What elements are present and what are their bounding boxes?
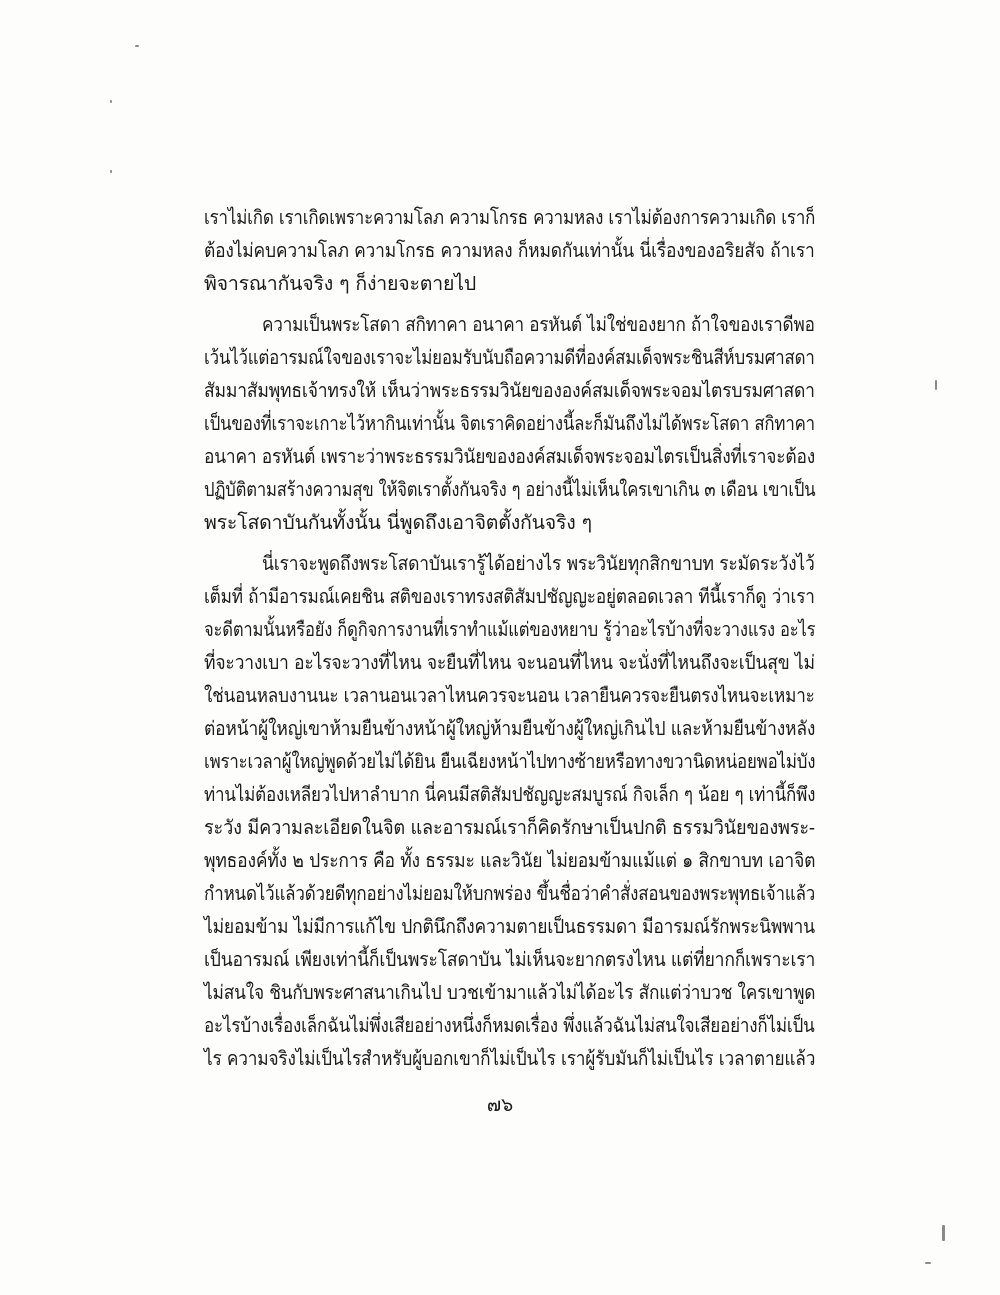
text-line: อะไรบ้างเรื่องเล็กฉันไม่พึ่งเสียอย่างหนึ่งก็หมดเรื่อง พึ่งแล้วฉันไม่สนใจเสียอย่างก็ไม่เป็น [204,1014,815,1037]
scan-speck [942,1225,945,1241]
text-line: พุทธองค์ทั้ง ๒ ประการ คือ ทั้ง ธรรมะ และวินัย ไม่ยอมข้ามแม้แต่ ๑ สิกขาบท เอาจิต [204,849,816,872]
text-line: ความเป็นพระโสดา สกิทาคา อนาคา อรหันต์ ไม่ใช่ของยาก ถ้าใจของเราดีพอ [262,313,815,336]
text-line: เพราะเวลาผู้ใหญ่พูดด้วยไม่ได้ยิน ยืนเฉียงหน้าไปทางซ้ายหรือทางขวานิดหน่อยพอไม่บัง [204,750,816,773]
text-line: สัมมาสัมพุทธเจ้าทรงให้ เห็นว่าพระธรรมวินัยขององค์สมเด็จพระจอมไตรบรมศาสดา [204,379,815,402]
text-line: ไร ความจริงไม่เป็นไรสำหรับผู้บอกเขาก็ไม่เป็นไร เราผู้รับมันก็ไม่เป็นไร เวลาตายแล้ว [204,1047,816,1070]
text-line: กำหนดไว้แล้วด้วยดีทุกอย่างไม่ยอมให้บกพร่อง ขึ้นชื่อว่าคำสั่งสอนของพระพุทธเจ้าแล้ว [204,882,816,905]
text-line: เต็มที่ ถ้ามีอารมณ์เคยชิน สติของเราทรงสติสัมปชัญญะอยู่ตลอดเวลา ทีนี้เราก็ดู ว่าเรา [204,585,815,608]
text-line: จะดีตามนั้นหรือยัง ก็ดูกิจการงานที่เราทำแม้แต่ของหยาบ รู้ว่าอะไรบ้างที่จะวางแรง อะไร [204,618,816,641]
scan-speck [110,170,112,173]
scan-speck [925,1262,931,1264]
text-line: พิจารณากันจริง ๆ ก็ง่ายจะตายไป [204,272,476,295]
text-line: ต้องไม่คบความโลภ ความโกรธ ความหลง ก็หมดกันเท่านั้น นี่เรื่องของอริยสัจ ถ้าเรา [204,239,815,262]
text-line: ระวัง มีความละเอียดในจิต และอารมณ์เราก็คิดรักษาเป็นปกติ ธรรมวินัยของพระ- [204,816,815,839]
page-number: ๗๖ [486,1094,514,1116]
scan-speck [135,45,139,47]
text-line: นี่เราจะพูดถึงพระโสดาบันเรารู้ได้อย่างไร พระวินัยทุกสิกขาบท ระมัดระวังไว้ [262,552,815,575]
text-line: เว้นไว้แต่อารมณ์ใจของเราจะไม่ยอมรับนับถือความดีที่องค์สมเด็จพระชินสีห์บรมศาสดา [204,346,815,369]
text-line: เป็นอารมณ์ เพียงเท่านี้ก็เป็นพระโสดาบัน ไม่เห็นจะยากตรงไหน แต่ที่ยากก็เพราะเรา [204,948,816,971]
text-line: ไม่สนใจ ชินกับพระศาสนาเกินไป บวชเข้ามาแล้วไม่ได้อะไร สักแต่ว่าบวช ใครเขาพูด [204,981,816,1004]
text-line: เราไม่เกิด เราเกิดเพราะความโลภ ความโกรธ ความหลง เราไม่ต้องการความเกิด เราก็ [204,206,816,229]
text-line: ปฏิบัติตามสร้างความสุข ให้จิตเราตั้งกันจริง ๆ อย่างนี้ไม่เห็นใครเขาเกิน ๓ เดือน เขาเป็น [204,478,816,501]
scan-speck [110,100,112,103]
text-line: ใช่นอนหลบงานนะ เวลานอนเวลาไหนควรจะนอน เวลายืนควรจะยืนตรงไหนจะเหมาะ [204,684,815,707]
text-line: พระโสดาบันกันทั้งนั้น นี่พูดถึงเอาจิตตั้งกันจริง ๆ [204,511,592,534]
text-line: ไม่ยอมข้าม ไม่มีการแก้ไข ปกตินึกถึงความตายเป็นธรรมดา มีอารมณ์รักพระนิพพาน [204,915,815,938]
text-line: อนาคา อรหันต์ เพราะว่าพระธรรมวินัยขององค์สมเด็จพระจอมไตรเป็นสิ่งที่เราจะต้อง [204,445,815,468]
text-line: ท่านไม่ต้องเหลียวไปหาลำบาก นี่คนมีสติสัมปชัญญะสมบูรณ์ กิจเล็ก ๆ น้อย ๆ เท่านี้ก็พึง [204,783,816,806]
scan-speck [935,380,937,390]
text-line: เป็นของที่เราจะเกาะไว้หากินเท่านั้น จิตเราคิดอย่างนี้ละก็มันถึงไม่ได้พระโสดา สกิทาคา [204,412,815,435]
text-line: ที่จะวางเบา อะไรจะวางที่ไหน จะยืนที่ไหน จะนอนที่ไหน จะนั่งที่ไหนถึงจะเป็นสุข ไม่ [204,651,815,674]
text-line: ต่อหน้าผู้ใหญ่เขาห้ามยืนข้างหน้าผู้ใหญ่ห้ามยืนข้างผู้ใหญ่เกินไป และห้ามยืนข้างหลัง [204,717,816,740]
